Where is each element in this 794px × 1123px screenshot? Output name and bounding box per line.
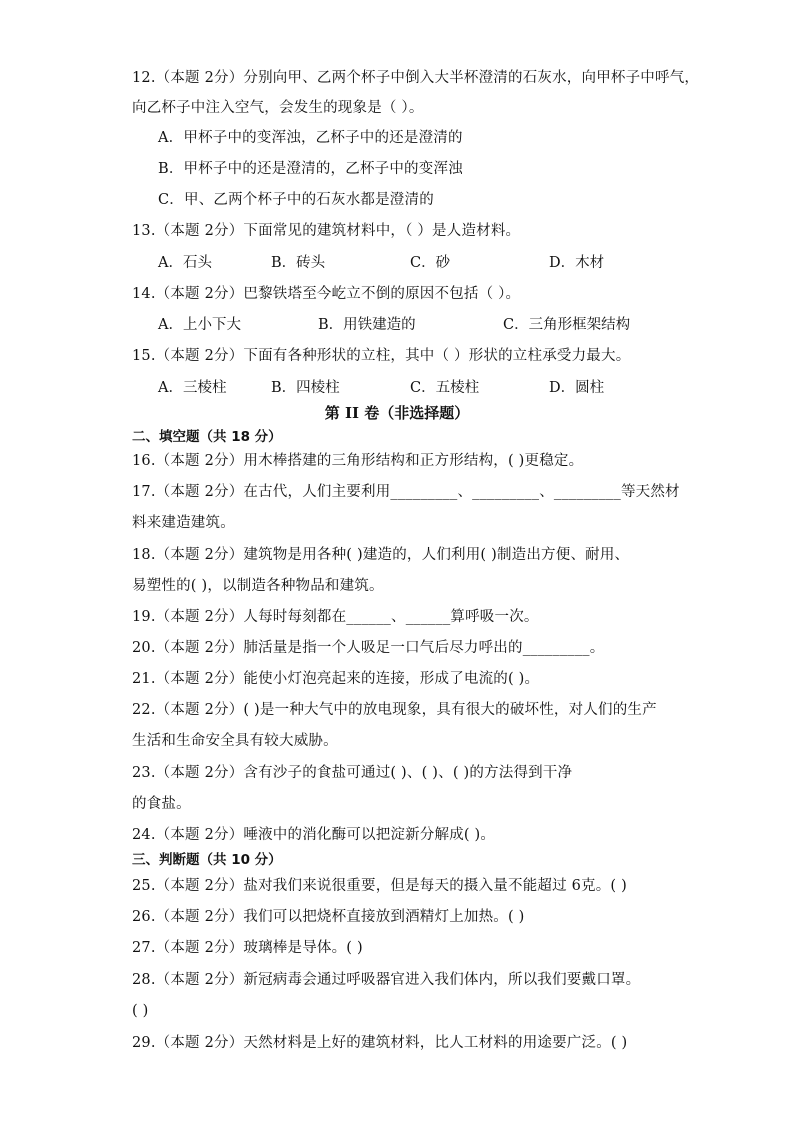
q18-line1: 18.（本题 2分）建筑物是用各种( )建造的，人们利用( )制造出方便、耐用、	[132, 547, 630, 563]
q25-line1: 25.（本题 2分）盐对我们来说很重要，但是每天的摄入量不能超过 6克。( )	[132, 878, 627, 894]
section3-heading: 三、判断题（共 10 分）	[132, 852, 282, 868]
q23-line1: 23.（本题 2分）含有沙子的食盐可通过( )、( )、( )的方法得到干净	[132, 765, 573, 781]
q13-option-b: B．砖头	[271, 255, 326, 271]
q12-option-b: B．甲杯子中的还是澄清的，乙杯子中的变浑浊	[158, 161, 463, 177]
q13-option-d: D．木材	[549, 255, 605, 271]
q20-line1: 20.（本题 2分）肺活量是指一个人吸足一口气后尽力呼出的_________。	[132, 640, 605, 656]
q27-line1: 27.（本题 2分）玻璃棒是导体。( )	[132, 940, 363, 956]
q12-line2: 向乙杯子中注入空气，会发生的现象是（ ）。	[132, 100, 424, 116]
q12-option-c: C．甲、乙两个杯子中的石灰水都是澄清的	[158, 192, 434, 208]
q23-line2: 的食盐。	[132, 796, 191, 812]
q14-option-b: B．用铁建造的	[318, 317, 416, 333]
q14-option-a: A．上小下大	[158, 317, 241, 333]
q15-option-c: C．五棱柱	[410, 380, 480, 396]
q12-line1: 12.（本题 2分）分别向甲、乙两个杯子中倒入大半杯澄清的石灰水，向甲杯子中呼气，	[132, 70, 700, 86]
q22-line1: 22.（本题 2分）( )是一种大气中的放电现象，具有很大的破坏性，对人们的生产	[132, 702, 657, 718]
q28-line2: ( )	[132, 1003, 149, 1019]
q15-option-b: B．四棱柱	[271, 380, 340, 396]
q14-option-c: C．三角形框架结构	[503, 317, 631, 333]
q26-line1: 26.（本题 2分）我们可以把烧杯直接放到酒精灯上加热。( )	[132, 909, 525, 925]
q14-line1: 14.（本题 2分）巴黎铁塔至今屹立不倒的原因不包括（ ）。	[132, 286, 521, 302]
part2-title: 第 II 卷（非选择题）	[324, 404, 470, 422]
q18-line2: 易塑性的( )，以制造各种物品和建筑。	[132, 578, 384, 594]
q13-option-a: A．石头	[158, 255, 212, 271]
section2-heading: 二、填空题（共 18 分）	[132, 429, 282, 445]
q17-line2: 料来建造建筑。	[132, 515, 235, 531]
q13-option-c: C．砂	[410, 255, 451, 271]
q13-line1: 13.（本题 2分）下面常见的建筑材料中，（ ）是人造材料。	[132, 223, 521, 239]
q29-line1: 29.（本题 2分）天然材料是上好的建筑材料，比人工材料的用途要广泛。( )	[132, 1035, 628, 1051]
q22-line2: 生活和生命安全具有较大威胁。	[132, 733, 338, 749]
q17-line1: 17.（本题 2分）在古代，人们主要利用_________、_________、_________等天然材	[132, 484, 680, 500]
q15-line1: 15.（本题 2分）下面有各种形状的立柱，其中（ ）形状的立柱承受力最大。	[132, 348, 631, 364]
q24-line1: 24.（本题 2分）唾液中的消化酶可以把淀新分解成( )。	[132, 827, 496, 843]
q12-option-a: A．甲杯子中的变浑浊，乙杯子中的还是澄清的	[158, 130, 463, 146]
q16-line1: 16.（本题 2分）用木棒搭建的三角形结构和正方形结构，( )更稳定。	[132, 453, 584, 469]
q15-option-d: D．圆柱	[549, 380, 605, 396]
q19-line1: 19.（本题 2分）人每时每刻都在______、______算呼吸一次。	[132, 609, 539, 625]
q28-line1: 28.（本题 2分）新冠病毒会通过呼吸器官进入我们体内，所以我们要戴口罩。	[132, 972, 641, 988]
q21-line1: 21.（本题 2分）能使小灯泡亮起来的连接，形成了电流的( )。	[132, 671, 540, 687]
q15-option-a: A．三棱柱	[158, 380, 227, 396]
